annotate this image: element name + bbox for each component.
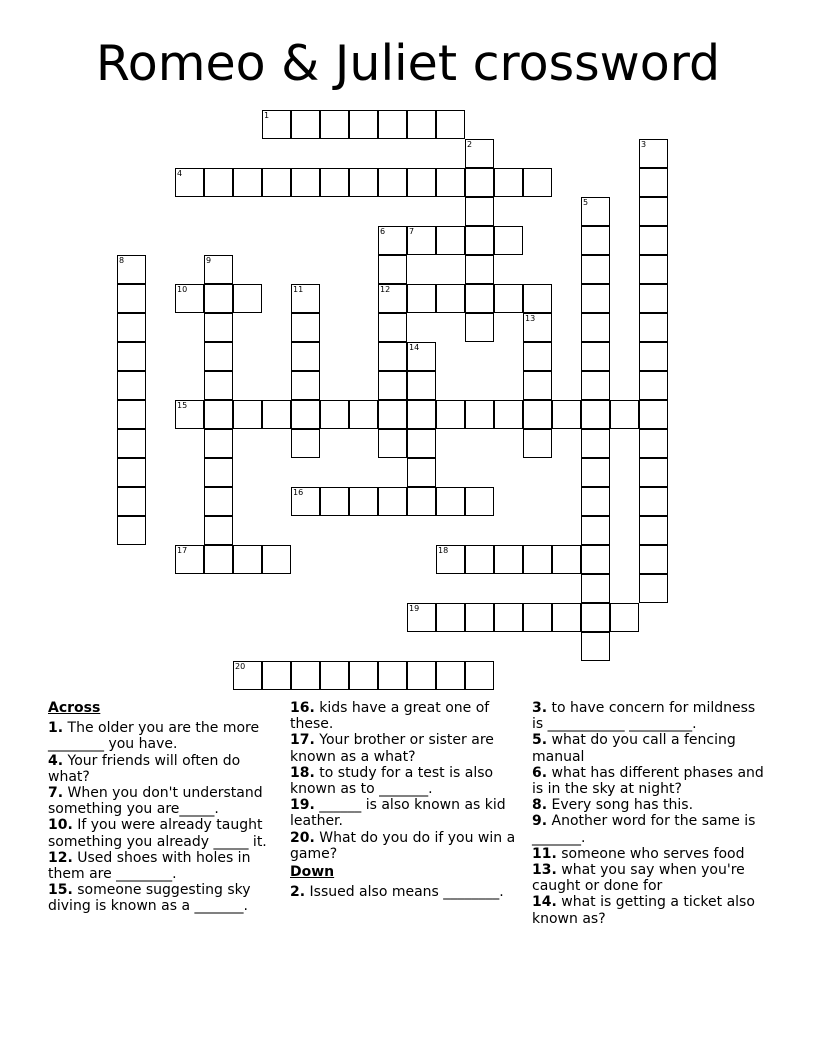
grid-cell[interactable] [407,661,436,690]
grid-cell[interactable] [291,429,320,458]
grid-cell[interactable] [523,603,552,632]
grid-cell[interactable] [581,197,610,226]
grid-cell[interactable] [639,371,668,400]
grid-clue-number: 5 [583,198,589,207]
grid-cell[interactable] [291,313,320,342]
clue-down-2: 2. Issued also means ________. [290,884,504,901]
grid-clue-number: 19 [409,604,420,613]
clue-across-7: 7. When you don't understand something you are_____. [48,785,263,818]
clue-down-8: 8. Every song has this. [532,797,694,814]
page-title: Romeo & Juliet crossword [95,35,721,92]
grid-cell[interactable] [581,574,610,603]
grid-cell[interactable] [378,255,407,284]
grid-cell[interactable] [378,110,407,139]
grid-cell[interactable] [262,545,291,574]
grid-cell[interactable] [349,110,378,139]
grid-cell[interactable] [407,400,436,429]
grid-cell[interactable] [465,603,494,632]
grid-cell[interactable] [320,400,349,429]
clue-down-13: 13. what you say when you're caught or done for [532,862,745,895]
grid-cell[interactable] [465,168,494,197]
grid-cell[interactable] [117,458,146,487]
grid-cell[interactable] [204,429,233,458]
grid-cell[interactable] [581,400,610,429]
grid-cell[interactable] [494,168,523,197]
clue-across-18: 18. to study for a test is also known as to _______. [290,764,494,798]
clue-across-17: 17. Your brother or sister are known as a what? [290,732,494,765]
grid-cell[interactable] [465,313,494,342]
grid-cell[interactable] [552,603,581,632]
grid-cell[interactable] [581,632,610,661]
grid-cell[interactable] [204,342,233,371]
grid-cell[interactable] [552,400,581,429]
grid-cell[interactable] [639,400,668,429]
clue-down-9: 9. Another word for the same is _______. [532,813,756,846]
grid-cell[interactable] [117,313,146,342]
grid-cell[interactable] [639,197,668,226]
grid-clue-number: 16 [293,488,304,497]
grid-cell[interactable] [204,516,233,545]
grid-clue-number: 4 [177,169,183,178]
grid-cell[interactable] [639,574,668,603]
grid-cell[interactable] [639,458,668,487]
grid-cell[interactable] [407,487,436,516]
grid-cell[interactable] [117,487,146,516]
grid-cell[interactable] [581,313,610,342]
grid-cell[interactable] [320,168,349,197]
grid-clue-number: 7 [409,227,415,236]
grid-cell[interactable] [639,284,668,313]
grid-cell[interactable] [436,168,465,197]
grid-clue-number: 18 [438,546,449,555]
grid-cell[interactable] [639,139,668,168]
grid-cell[interactable] [639,168,668,197]
grid-cell[interactable] [117,371,146,400]
grid-cell[interactable] [494,545,523,574]
grid-cell[interactable] [436,400,465,429]
grid-cell[interactable] [291,342,320,371]
grid-clue-number: 1 [264,111,270,120]
grid-cell[interactable] [233,661,262,690]
clue-down-11: 11. someone who serves food [532,845,745,862]
grid-cell[interactable] [320,661,349,690]
grid-cell[interactable] [465,400,494,429]
grid-cell[interactable] [204,458,233,487]
grid-cell[interactable] [262,400,291,429]
clue-across-12: 12. Used shoes with holes in them are ________. [48,849,251,883]
grid-cell[interactable] [378,226,407,255]
grid-clue-number: 2 [467,140,473,149]
grid-clue-number: 12 [380,285,391,294]
grid-cell[interactable] [407,284,436,313]
clue-down-5: 5. what do you call a fencing manual [532,732,736,765]
grid-cell[interactable] [436,487,465,516]
grid-cell[interactable] [175,545,204,574]
grid-cell[interactable] [639,342,668,371]
grid-cell[interactable] [436,110,465,139]
grid-cell[interactable] [291,400,320,429]
grid-cell[interactable] [465,139,494,168]
grid-cell[interactable] [407,371,436,400]
grid-cell[interactable] [436,661,465,690]
grid-cell[interactable] [436,545,465,574]
grid-cell[interactable] [465,487,494,516]
clues-column-1 [48,700,284,915]
grid-cell[interactable] [436,603,465,632]
grid-clue-number: 9 [206,256,212,265]
grid-cell[interactable] [581,545,610,574]
clues-column-2 [290,700,526,900]
grid-cell[interactable] [523,313,552,342]
grid-cell[interactable] [436,226,465,255]
grid-cell[interactable] [610,603,639,632]
grid-cell[interactable] [552,545,581,574]
grid-cell[interactable] [581,487,610,516]
clue-down-3: 3. to have concern for mildness is ___________ _________. [532,700,756,733]
grid-cell[interactable] [465,226,494,255]
clue-across-20: 20. What do you do if you win a game? [290,829,516,862]
clue-across-19: 19. ______ is also known as kid leather. [290,797,506,830]
grid-cell[interactable] [117,255,146,284]
grid-cell[interactable] [523,545,552,574]
grid-cell[interactable] [291,487,320,516]
grid-cell[interactable] [204,284,233,313]
grid-clue-number: 15 [177,401,188,410]
grid-cell[interactable] [291,284,320,313]
grid-clue-number: 8 [119,256,125,265]
grid-cell[interactable] [407,429,436,458]
grid-cell[interactable] [204,371,233,400]
grid-cell[interactable] [639,487,668,516]
grid-cell[interactable] [233,400,262,429]
grid-clue-number: 17 [177,546,188,555]
grid-cell[interactable] [581,458,610,487]
grid-cell[interactable] [233,168,262,197]
grid-cell[interactable] [204,313,233,342]
grid-cell[interactable] [465,284,494,313]
grid-cell[interactable] [494,284,523,313]
grid-cell[interactable] [378,429,407,458]
clue-across-10: 10. If you were already taught something you already _____ it. [48,817,267,850]
grid-cell[interactable] [581,255,610,284]
grid-cell[interactable] [639,429,668,458]
grid-cell[interactable] [378,661,407,690]
grid-cell[interactable] [262,110,291,139]
grid-cell[interactable] [465,661,494,690]
grid-cell[interactable] [581,603,610,632]
grid-cell[interactable] [117,284,146,313]
grid-cell[interactable] [407,110,436,139]
grid-cell[interactable] [204,545,233,574]
grid-cell[interactable] [204,255,233,284]
grid-clue-number: 10 [177,285,188,294]
grid-cell[interactable] [349,400,378,429]
clue-down-14: 14. what is getting a ticket also known as? [532,894,755,927]
grid-cell[interactable] [175,400,204,429]
grid-cell[interactable] [407,603,436,632]
grid-cell[interactable] [639,226,668,255]
grid-cell[interactable] [349,168,378,197]
grid-cell[interactable] [378,168,407,197]
clue-across-16: 16. kids have a great one of these. [290,700,490,733]
grid-cell[interactable] [262,661,291,690]
clue-across-4: 4. Your friends will often do what? [48,752,241,785]
grid-cell[interactable] [175,284,204,313]
grid-cell[interactable] [233,545,262,574]
across-heading: Across [48,700,101,716]
grid-cell[interactable] [117,400,146,429]
grid-cell[interactable] [407,458,436,487]
grid-cell[interactable] [436,284,465,313]
grid-cell[interactable] [262,168,291,197]
grid-cell[interactable] [349,487,378,516]
grid-cell[interactable] [639,545,668,574]
grid-cell[interactable] [465,255,494,284]
grid-cell[interactable] [581,226,610,255]
grid-cell[interactable] [639,313,668,342]
grid-cell[interactable] [581,429,610,458]
grid-cell[interactable] [233,284,262,313]
grid-cell[interactable] [291,371,320,400]
grid-cell[interactable] [523,400,552,429]
grid-cell[interactable] [204,168,233,197]
grid-cell[interactable] [465,197,494,226]
grid-clue-number: 14 [409,343,420,352]
grid-cell[interactable] [581,342,610,371]
grid-cell[interactable] [117,342,146,371]
grid-cell[interactable] [204,400,233,429]
grid-cell[interactable] [320,487,349,516]
clue-down-6: 6. what has different phases and is in the sky at night? [532,764,764,798]
grid-cell[interactable] [291,110,320,139]
grid-cell[interactable] [523,371,552,400]
grid-cell[interactable] [378,342,407,371]
grid-clue-number: 11 [293,285,304,294]
grid-cell[interactable] [523,429,552,458]
grid-cell[interactable] [407,342,436,371]
grid-cell[interactable] [378,400,407,429]
grid-cell[interactable] [610,400,639,429]
clue-across-1: 1. The older you are the more ________ you have. [48,720,260,753]
grid-cell[interactable] [523,342,552,371]
clues-column-3 [532,700,768,927]
grid-cell[interactable] [639,255,668,284]
grid-cell[interactable] [494,400,523,429]
grid-cell[interactable] [407,226,436,255]
grid-clue-number: 3 [641,140,647,149]
grid-cell[interactable] [204,487,233,516]
grid-cell[interactable] [291,661,320,690]
clue-across-15: 15. someone suggesting sky diving is known as a _______. [48,882,251,915]
grid-cell[interactable] [581,371,610,400]
grid-cell[interactable] [378,284,407,313]
grid-cell[interactable] [117,429,146,458]
grid-clue-number: 6 [380,227,386,236]
down-heading: Down [290,864,335,881]
grid-cell[interactable] [407,168,436,197]
grid-cell[interactable] [465,545,494,574]
grid-clue-number: 13 [525,314,536,323]
grid-cell[interactable] [378,313,407,342]
grid-cell[interactable] [523,284,552,313]
grid-cell[interactable] [639,516,668,545]
grid-cell[interactable] [378,487,407,516]
grid-cell[interactable] [494,226,523,255]
grid-clue-number: 20 [235,662,246,671]
grid-cell[interactable] [349,661,378,690]
grid-cell[interactable] [581,284,610,313]
grid-cell[interactable] [378,371,407,400]
grid-cell[interactable] [494,603,523,632]
grid-cell[interactable] [581,516,610,545]
grid-cell[interactable] [523,168,552,197]
grid-cell[interactable] [320,110,349,139]
grid-cell[interactable] [175,168,204,197]
grid-cell[interactable] [291,168,320,197]
grid-cell[interactable] [117,516,146,545]
